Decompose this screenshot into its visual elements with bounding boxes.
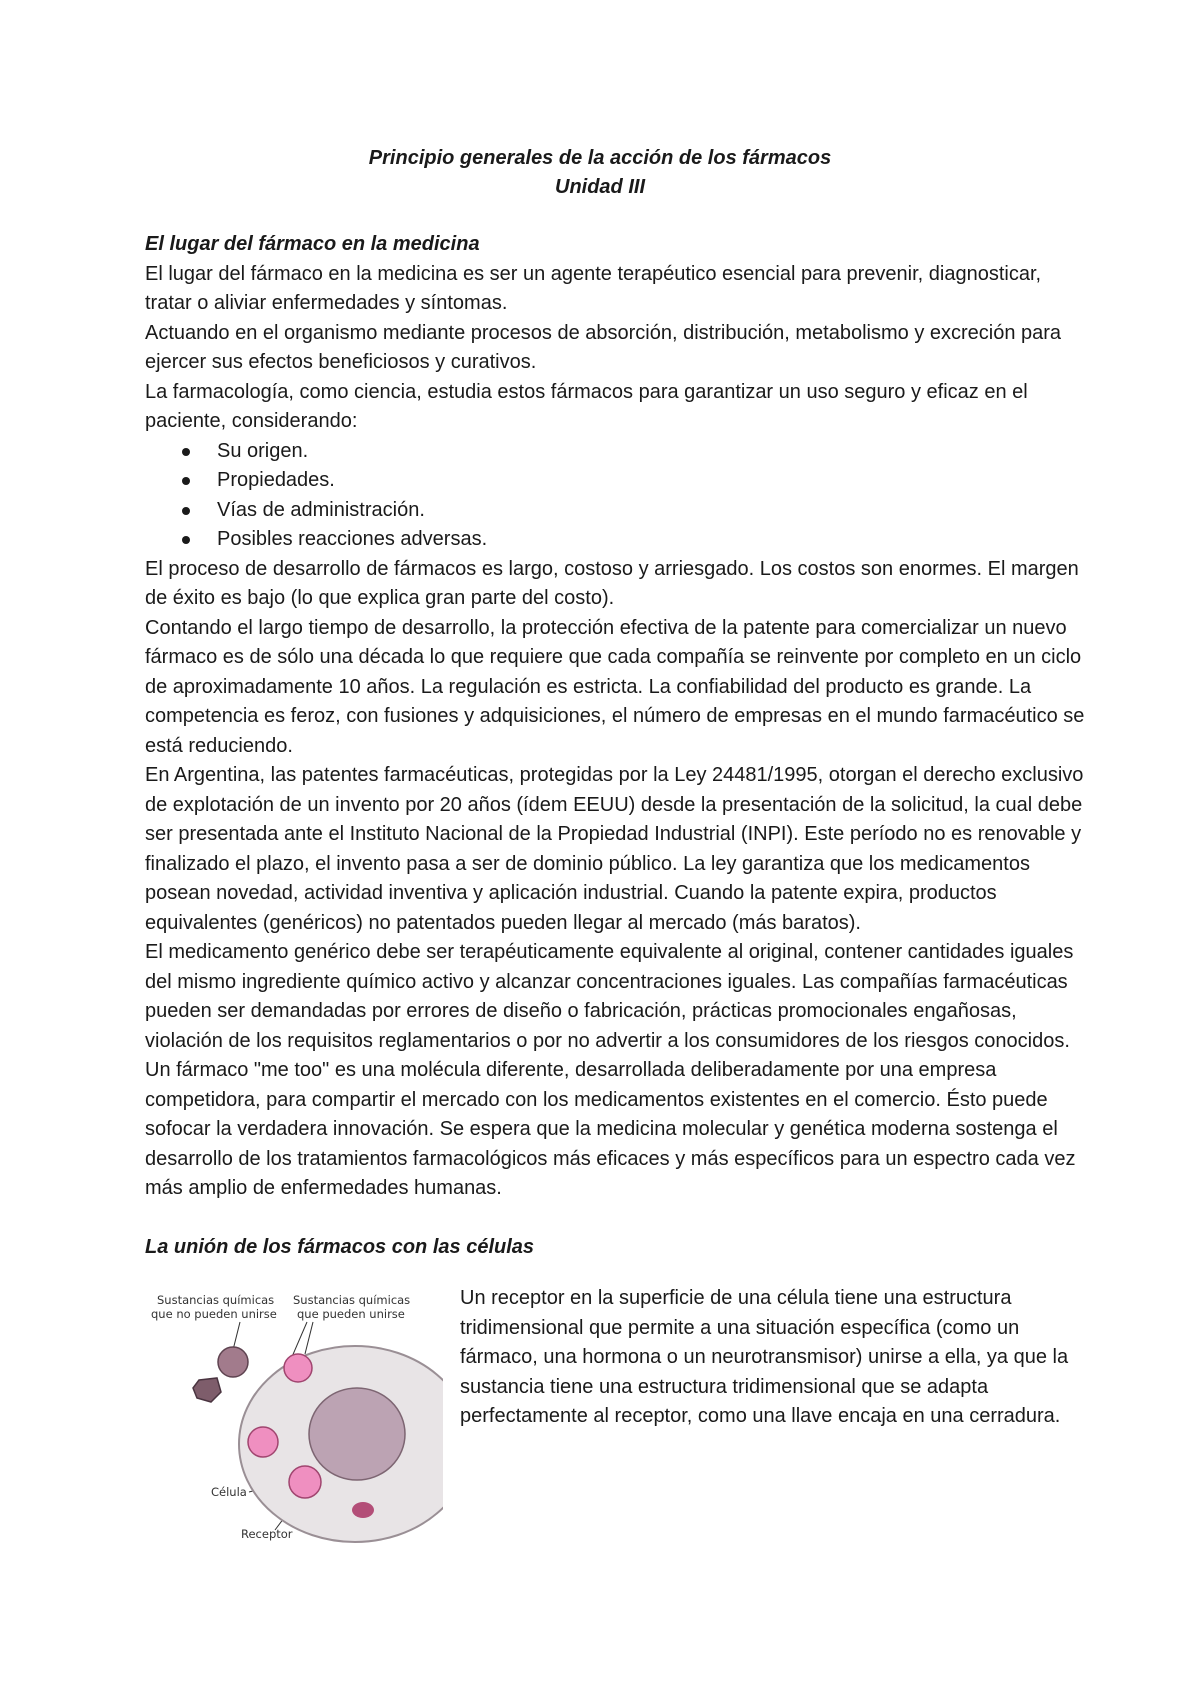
figure-row bbox=[145, 1284, 1085, 1554]
paragraph: Actuando en el organismo mediante procesos de absorción, distribución, metabolismo y excreción para ejercer sus efectos beneficiosos y curativos. bbox=[145, 321, 1062, 373]
document-title: Principio generales de la acción de los fármacos bbox=[368, 147, 832, 169]
label-no-unir-line1: Sustancias químicas bbox=[157, 1293, 275, 1307]
paragraph: El medicamento genérico debe ser terapéuticamente equivalente al original, contener cantidades iguales del mismo ingrediente químico activo y alcanzar concentraciones iguales. Las compañías farmacéuticas pueden ser demandadas por errores de diseño o fabricación, prácticas promocionales engañosas, violación de los requisitos reglamentarios o por no advertir a los consumidores de los riesgos conocidos. Un fármaco "me too" es una molécula diferente, desarrollada deliberadamente por una empresa competidora, para compartir el mercado con los medicamentos existentes en el comercio. Ésto puede sofocar la verdadera innovación. Se espera que la medicina molecular y genética moderna sostenga el desarrollo de los tratamientos farmacológicos más eficaces y más específicos para un espectro cada vez más amplio de enfermedades humanas. bbox=[145, 941, 1076, 1199]
cell-nucleus bbox=[309, 1388, 405, 1480]
paragraph: El proceso de desarrollo de fármacos es largo, costoso y arriesgado. Los costos son enormes. El margen de éxito es bajo (lo que explica gran parte del costo). bbox=[145, 557, 1079, 609]
cell-receptor-diagram bbox=[145, 1284, 443, 1554]
paragraph: El lugar del fármaco en la medicina es ser un agente terapéutico esencial para prevenir, diagnosticar, tratar o aliviar enfermedades y síntomas. bbox=[145, 262, 1042, 314]
unbound-substance bbox=[218, 1347, 248, 1377]
bound-substance bbox=[284, 1354, 312, 1382]
label-unir-line1: Sustancias químicas bbox=[293, 1293, 411, 1307]
bound-substance bbox=[248, 1427, 278, 1457]
figure-description: Un receptor en la superficie de una célula tiene una estructura tridimensional que permite a una situación específica (como un fármaco, una hormona o un neurotransmisor) unirse a ella, ya que la sustancia tiene una estructura tridimensional que se adapta perfectamente al receptor, como una llave encaja en una cerradura. bbox=[460, 1287, 1069, 1427]
section-heading: La unión de los fármacos con las células bbox=[145, 1235, 535, 1258]
label-receptor: Receptor bbox=[241, 1527, 293, 1541]
list-item: Propiedades. bbox=[217, 466, 1085, 496]
unit-label: Unidad III bbox=[555, 176, 645, 198]
title-block bbox=[0, 144, 1200, 202]
document-body bbox=[145, 230, 1085, 1554]
label-unir-line2: que pueden unirse bbox=[297, 1307, 405, 1321]
paragraph: En Argentina, las patentes farmacéuticas, protegidas por la Ley 24481/1995, otorgan el derecho exclusivo de explotación de un invento por 20 años (ídem EEUU) desde la presentación de la solicitud, la cual debe ser presentada ante el Instituto Nacional de la Propiedad Industrial (INPI). Este período no es renovable y finalizado el plazo, el invento pasa a ser de dominio público. La ley garantiza que los medicamentos posean novedad, actividad inventiva y aplicación industrial. Cuando la patente expira, productos equivalentes (genéricos) no patentados pueden llegar al mercado (más baratos). bbox=[145, 764, 1084, 934]
label-celula: Célula bbox=[211, 1485, 247, 1499]
considerations-list bbox=[145, 437, 1085, 555]
bound-substance bbox=[289, 1466, 321, 1498]
label-no-unir-line2: que no pueden unirse bbox=[151, 1307, 277, 1321]
list-item: Su origen. bbox=[217, 437, 1085, 467]
organelle bbox=[352, 1502, 374, 1518]
list-item: Vías de administración. bbox=[217, 496, 1085, 526]
paragraph: Contando el largo tiempo de desarrollo, la protección efectiva de la patente para comercializar un nuevo fármaco es de sólo una década lo que requiere que cada compañía se reinvente por completo en un ciclo de aproximadamente 10 años. La regulación es estricta. La confiabilidad del producto es grande. La competencia es feroz, con fusiones y adquisiciones, el número de empresas en el mundo farmacéutico se está reduciendo. bbox=[145, 616, 1085, 757]
list-item: Posibles reacciones adversas. bbox=[217, 525, 1085, 555]
paragraph: La farmacología, como ciencia, estudia estos fármacos para garantizar un uso seguro y eficaz en el paciente, considerando: bbox=[145, 380, 1028, 432]
section-heading: El lugar del fármaco en la medicina bbox=[145, 233, 480, 255]
